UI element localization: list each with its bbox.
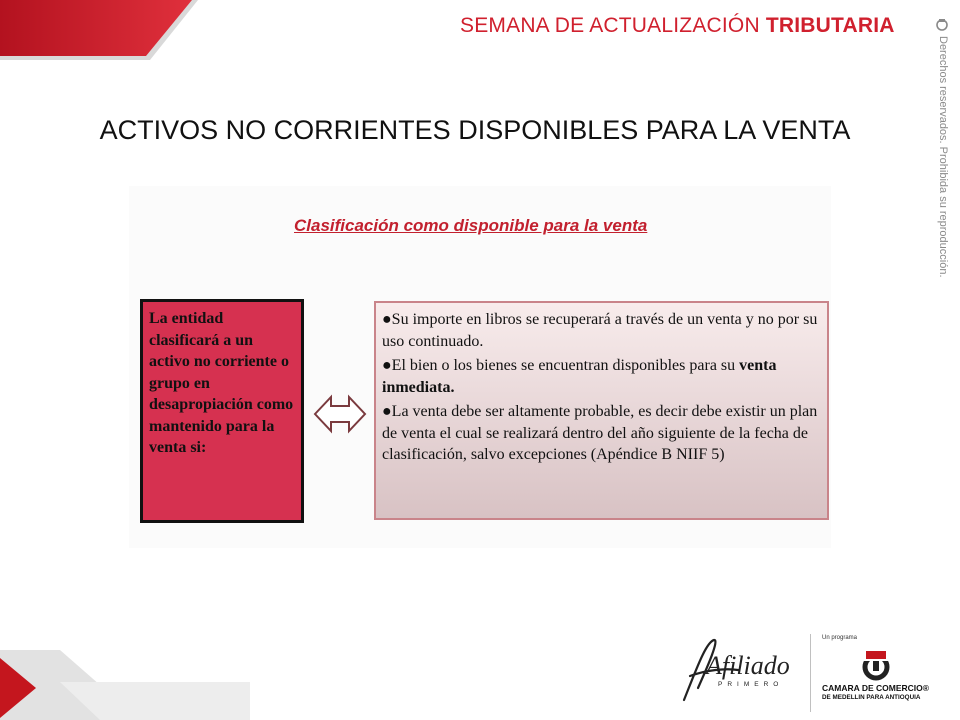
criteria-bullet: ●El bien o los bienes se encuentran disponibles para su venta inmediata. [382, 357, 777, 396]
chamber-name: CAMARA DE COMERCIO® [822, 683, 930, 693]
program-label: Un programa [822, 635, 858, 641]
event-banner-title: SEMANA DE ACTUALIZACIÓN TRIBUTARIA [460, 14, 895, 37]
afiliado-logo-subtitle: PRIMERO [718, 681, 784, 688]
condition-box: La entidad clasificará a un activo no corriente o grupo en desapropiación como mantenido para la venta si: [140, 299, 304, 523]
criteria-bullet: ●Su importe en libros se recuperará a través de un venta y no por su uso continuado. [382, 311, 818, 350]
footer-divider [810, 634, 811, 712]
criteria-bullet: ●La venta debe ser altamente probable, es decir debe existir un plan de venta el cual se realizará dentro del año siguiente de la fecha de clasificación, salvo excepciones (Apéndice B NIIF 5) [382, 403, 818, 463]
afiliado-logo [676, 630, 796, 714]
afiliado-logo-wordmark: Afiliado [706, 651, 790, 680]
double-arrow-icon [313, 393, 367, 435]
chamber-subtitle: DE MEDELLIN PARA ANTIOQUIA [822, 694, 921, 701]
footer-swoosh [0, 640, 250, 720]
copyright-watermark: Derechos reservados. Prohibida su reproducción. [935, 20, 949, 290]
criteria-box [374, 301, 829, 520]
figure-heading: Clasificación como disponible para la venta [294, 216, 648, 235]
copyright-logo-icon [935, 18, 949, 32]
slide-title: ACTIVOS NO CORRIENTES DISPONIBLES PARA LA VENTA [99, 115, 851, 145]
header-swoosh [0, 0, 200, 60]
chamber-logo-icon [858, 648, 894, 682]
